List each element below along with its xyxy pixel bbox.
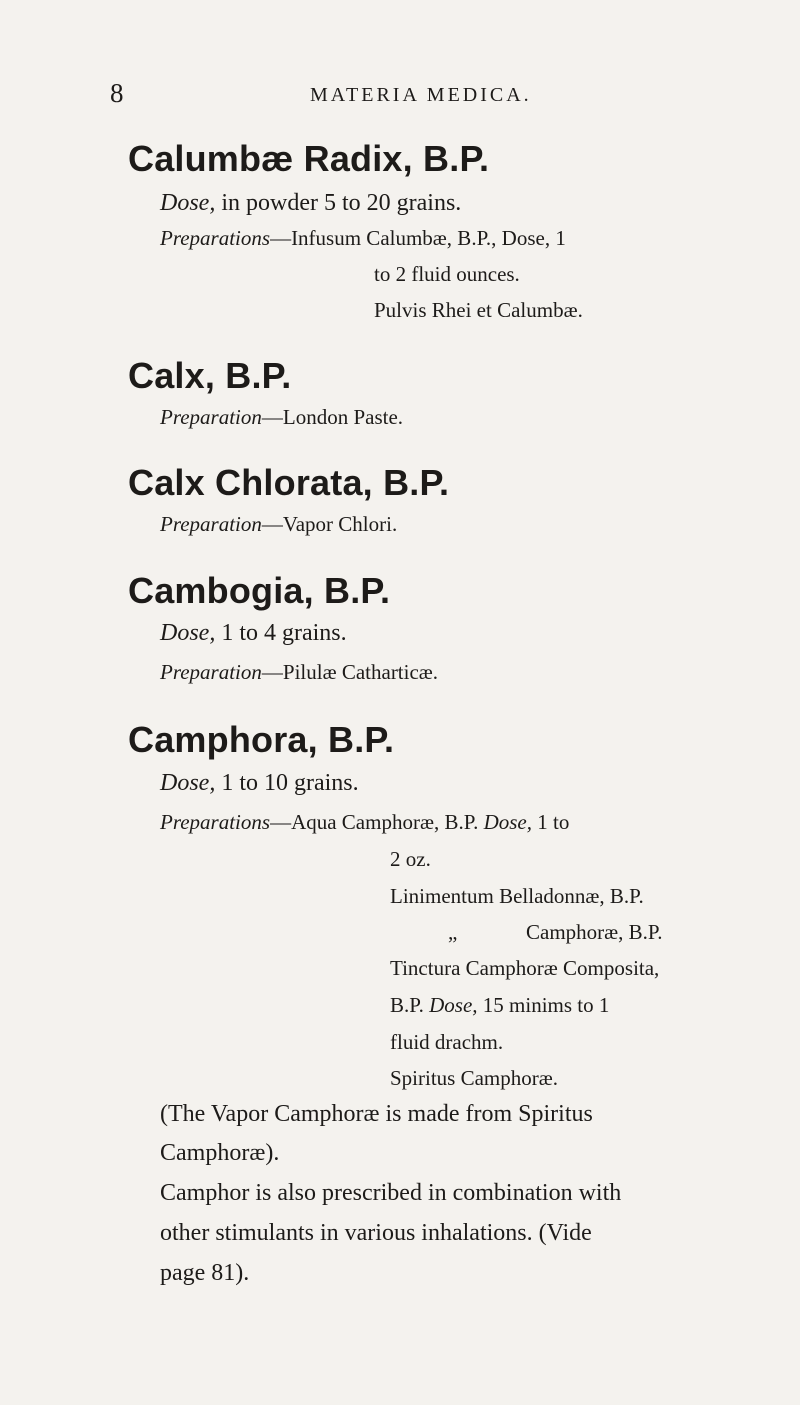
calumbae-dose-line [160,190,461,217]
dose-text: 1 to 10 grains. [215,770,359,796]
camphora-dose-line [160,770,359,797]
entry-title-cambogia: Cambogia, B.P. [128,570,391,611]
entry-title-camphora: Camphora, B.P. [128,719,395,760]
prep-text: —Pilulæ Catharticæ. [261,660,439,684]
dose-label: Dose, [160,770,216,796]
camphora-note-line-5: page 81). [160,1260,250,1286]
prep-text: 15 minims to 1 [477,993,610,1017]
camphora-prep-line-5: Tinctura Camphoræ Composita, [390,956,660,980]
entry-title-calx-chlorata: Calx Chlorata, B.P. [128,462,450,503]
prep-dose-label: Dose, [483,810,532,834]
camphora-prep-line-1 [160,810,569,835]
dose-text: 1 to 4 grains. [215,620,347,646]
calx-chlorata-prep-line [160,512,397,537]
camphora-prep-line-6 [390,993,609,1018]
entry-title-calumbae: Calumbæ Radix, B.P. [128,138,490,179]
camphora-prep-line-4: Camphoræ, B.P. [526,920,663,944]
prep-label: Preparations [160,226,271,250]
prep-text: —London Paste. [261,405,404,429]
dose-text: in powder 5 to 20 grains. [215,190,462,216]
running-head: MATERIA MEDICA. [310,84,532,106]
camphora-prep-line-2: 2 oz. [390,847,431,871]
prep-text: —Infusum Calumbæ, B.P., Dose, 1 [270,226,566,250]
camphora-note-line-4: other stimulants in various inhalations. (Vide [160,1220,592,1246]
calumbae-prep-line-3: Pulvis Rhei et Calumbæ. [374,298,583,322]
page-number: 8 [110,78,124,108]
dose-label: Dose, [160,620,216,646]
prep-text: B.P. [390,993,430,1017]
camphora-note-line-3: Camphor is also prescribed in combination with [160,1180,622,1206]
camphora-prep-line-7: fluid drachm. [390,1030,504,1054]
entry-title-calx: Calx, B.P. [128,355,292,396]
prep-text: —Vapor Chlori. [261,512,398,536]
camphora-note-line-2: Camphoræ). [160,1140,280,1166]
calumbae-prep-line-1 [160,226,566,251]
camphora-prep-line-3: Linimentum Belladonnæ, B.P. [390,884,644,908]
camphora-prep-line-4-ditto: „ [448,920,458,944]
prep-label: Preparation [160,512,262,536]
prep-label: Preparations [160,810,271,834]
calx-prep-line [160,405,403,430]
prep-label: Preparation [160,405,262,429]
prep-label: Preparation [160,660,262,684]
prep-text: 1 to [532,810,570,834]
cambogia-prep-line [160,660,438,685]
calumbae-prep-line-2: to 2 fluid ounces. [374,262,520,286]
page-header [110,78,710,118]
camphora-note-line-1: (The Vapor Camphoræ is made from Spiritus [160,1101,593,1127]
dose-label: Dose, [160,190,216,216]
cambogia-dose-line [160,620,347,647]
camphora-prep-line-8: Spiritus Camphoræ. [390,1066,559,1090]
prep-dose-label: Dose, [429,993,478,1017]
prep-text: —Aqua Camphoræ, B.P. [270,810,484,834]
